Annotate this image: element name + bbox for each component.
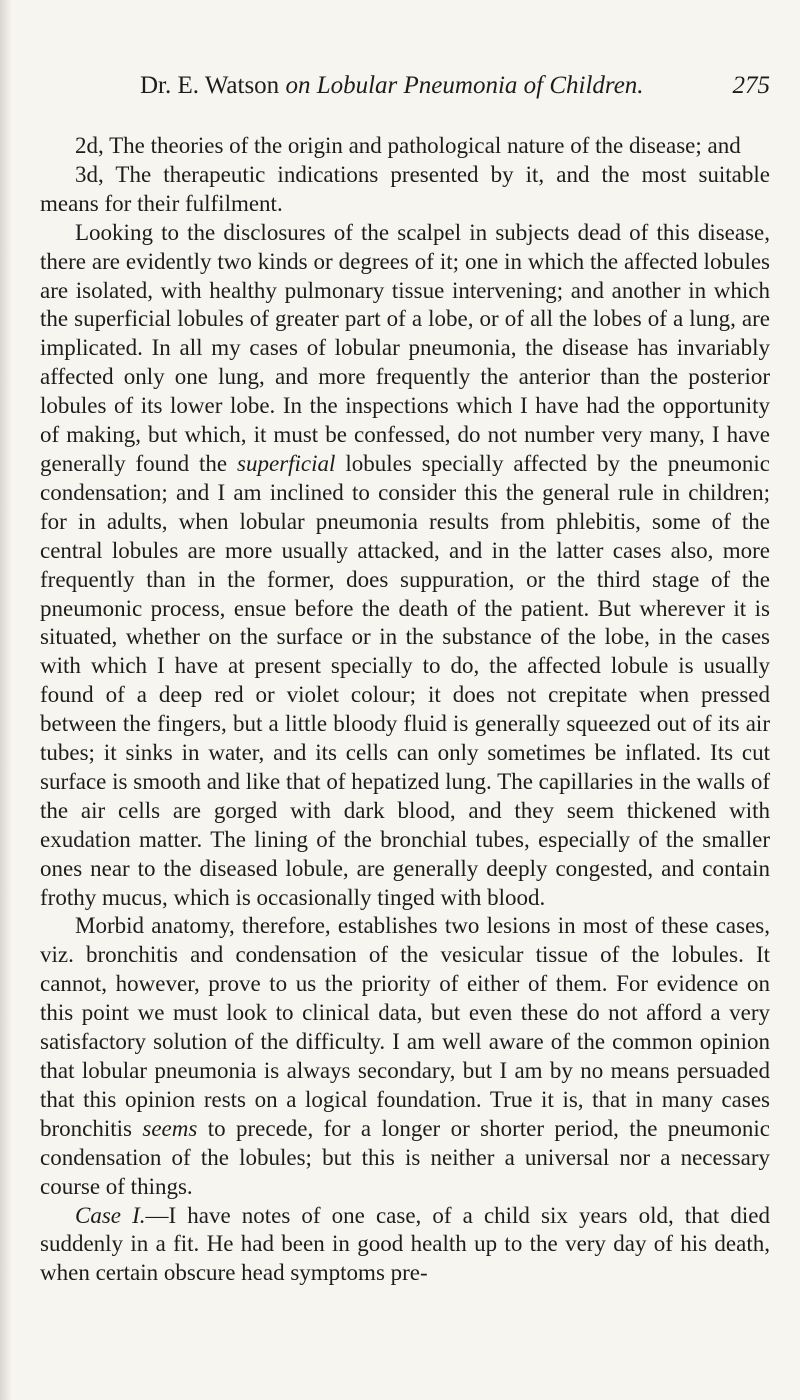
page-gutter <box>0 0 12 1400</box>
running-on: on <box>285 72 311 99</box>
paragraph-3d: 3d, The therapeutic indications presented by it, and the most suitable means for their fulfilment. <box>40 161 770 216</box>
paragraph-disclosures: Looking to the disclosures of the scalpel in subjects dead of this disease, there are evidently two kinds or degrees of it; one in which the affected lobules are isolated, with healthy pulmonary tissue intervening; and another in which the superficial lobules of greater part of a lobe, or of all the lobes of a lung, are implicated. In all my cases of lobular pneumonia, the disease has invariably affected only one lung, and more frequently the anterior than the posterior lobules of its lower lobe. In the inspections which I have had the opportunity of making, but which, it must be confessed, do not number very many, I have generally found the superficial lobules specially affected by the pneumonic condensation; and I am inclined to consider this the general rule in children; for in adults, when lobular pneumonia results from phlebitis, some of the central lobules are more usually attacked, and in the latter cases also, more frequently than in the former, does suppuration, or the third stage of the pneumonic process, ensue before the death of the patient. But wherever it is situated, whether on the surface or in the substance of the lobe, in the cases with which I have at present specially to do, the affected lobule is usually found of a deep red or violet colour; it does not crepitate when pressed between the fingers, but a little bloody fluid is generally squeezed out of its air tubes; it sinks in water, and its cells can only sometimes be inflated. Its cut surface is smooth and like that of hepatized lung. The capillaries in the walls of the air cells are gorged with dark blood, and they seem thickened with exudation matter. The lining of the bronchial tubes, especially of the smaller ones near to the diseased lobule, are generally deeply congested, and contain frothy mucus, which is occasionally tinged with blood. <box>40 219 770 910</box>
paragraph-case-one: Case I.—I have notes of one case, of a child six years old, that died suddenly in a fit. He had been in good health up to the very day of his death, when certain obscure head symptoms pre- <box>40 1202 770 1286</box>
running-title-italic: Lobular Pneumonia of Children. <box>310 72 644 99</box>
book-page <box>40 72 770 1288</box>
paragraph-2d: 2d, The theories of the origin and pathological nature of the disease; and <box>75 133 741 158</box>
page-number: 275 <box>732 72 770 99</box>
running-title <box>140 72 644 100</box>
italic-superficial: superficial <box>237 450 336 476</box>
italic-seems: seems <box>142 1115 198 1141</box>
body-text <box>40 132 770 1288</box>
running-author: Dr. E. Watson <box>140 72 286 99</box>
italic-case-label: Case I. <box>75 1202 146 1228</box>
running-head <box>40 72 770 112</box>
paragraph-morbid-anatomy: Morbid anatomy, therefore, establishes two lesions in most of these cases, viz. bronchitis and condensation of the vesicular tissue of the lobules. It cannot, however, prove to us the priority of either of them. For evidence on this point we must look to clinical data, but even these do not afford a very satisfactory solution of the difficulty. I am well aware of the common opinion that lobular pneumonia is always secondary, but I am by no means persuaded that this opinion rests on a logical foundation. True it is, that in many cases bronchitis seems to precede, for a longer or shorter period, the pneumonic condensation of the lobules; but this is neither a universal nor a necessary course of things. <box>40 913 770 1199</box>
